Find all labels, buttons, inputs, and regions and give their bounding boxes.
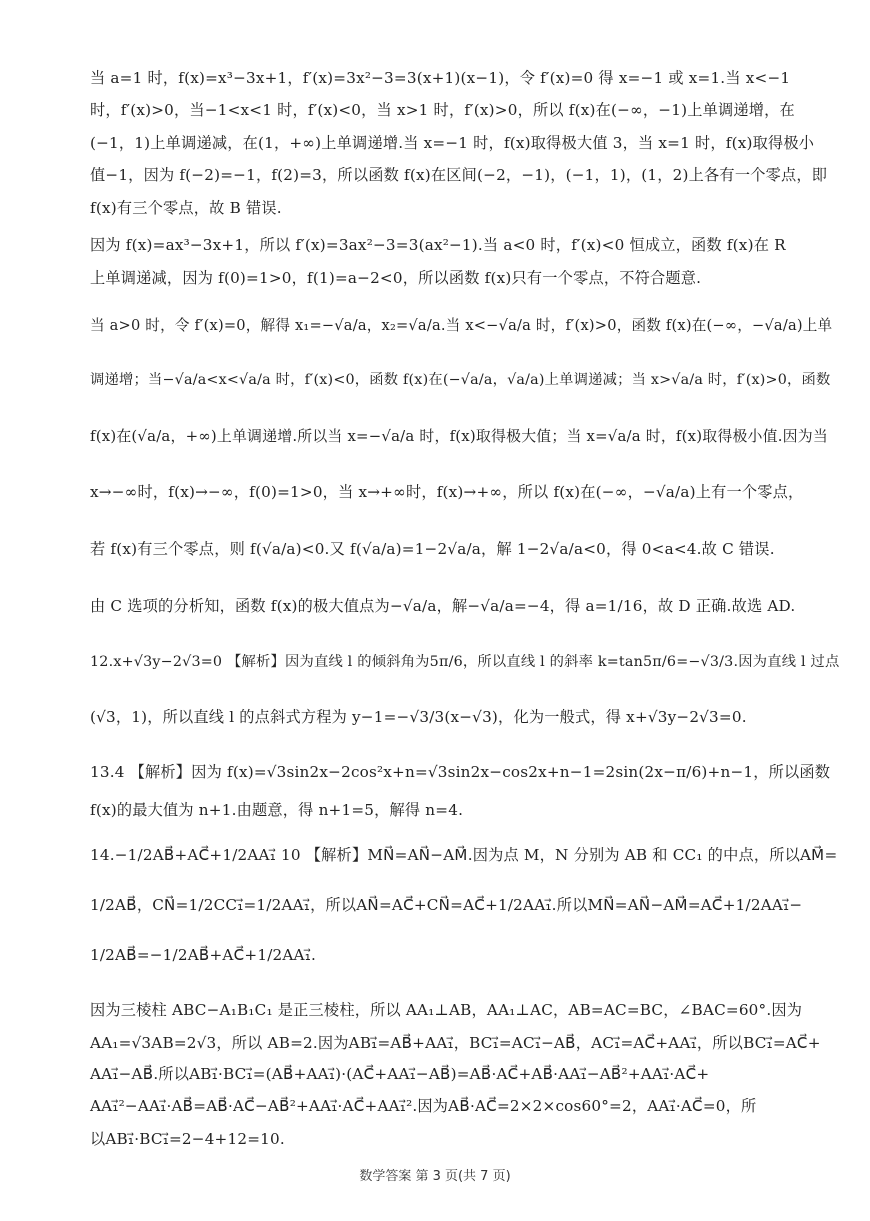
text-line: AA₁=√3AB=2√3，所以 AB=2.因为AB₁⃗=AB⃗+AA₁⃗，BC₁⃗=AC₁⃗−AB⃗，AC₁⃗=AC⃗+AA₁⃗，所以BC₁⃗=AC⃗+ — [90, 1034, 821, 1052]
text-line: 当 a=1 时，f(x)=x³−3x+1，f′(x)=3x²−3=3(x+1)(x−1)，令 f′(x)=0 得 x=−1 或 x=1.当 x<−1 — [90, 69, 791, 87]
text-line: f(x)的最大值为 n+1.由题意，得 n+1=5，解得 n=4. — [90, 801, 464, 819]
text-line: 当 a>0 时，令 f′(x)=0，解得 x₁=−√a/a，x₂=√a/a.当 x<−√a/a 时，f′(x)>0，函数 f(x)在(−∞，−√a/a)上单 — [90, 317, 833, 334]
text-line: 14.−1/2AB⃗+AC⃗+1/2AA₁⃗ 10 【解析】MN⃗=AN⃗−AM⃗.因为点 M，N 分别为 AB 和 CC₁ 的中点，所以AM⃗= — [90, 846, 838, 864]
text-line: 上单调递减，因为 f(0)=1>0，f(1)=a−2<0，所以函数 f(x)只有一个零点，不符合题意. — [90, 269, 702, 287]
text-line: x→−∞时，f(x)→−∞，f(0)=1>0，当 x→+∞时，f(x)→+∞，所以 f(x)在(−∞，−√a/a)上有一个零点， — [90, 483, 804, 501]
text-line: 因为 f(x)=ax³−3x+1，所以 f′(x)=3ax²−3=3(ax²−1).当 a<0 时，f′(x)<0 恒成立，函数 f(x)在 R — [90, 236, 786, 254]
text-line: 值−1，因为 f(−2)=−1，f(2)=3，所以函数 f(x)在区间(−2，−1)，(−1，1)，(1，2)上各有一个零点，即 — [90, 166, 828, 184]
text-line: 以AB₁⃗·BC₁⃗=2−4+12=10. — [90, 1130, 285, 1148]
text-line: 1/2AB⃗=−1/2AB⃗+AC⃗+1/2AA₁⃗. — [90, 946, 317, 964]
text-line: 13.4 【解析】因为 f(x)=√3sin2x−2cos²x+n=√3sin2x−cos2x+n−1=2sin(2x−π/6)+n−1，所以函数 — [90, 763, 831, 781]
text-line: (−1，1)上单调递减，在(1，+∞)上单调递增.当 x=−1 时，f(x)取得极大值 3，当 x=1 时，f(x)取得极小 — [90, 134, 815, 152]
text-line: 时，f′(x)>0，当−1<x<1 时，f′(x)<0，当 x>1 时，f′(x)>0，所以 f(x)在(−∞，−1)上单调递增，在 — [90, 101, 795, 119]
text-line: 因为三棱柱 ABC−A₁B₁C₁ 是正三棱柱，所以 AA₁⊥AB，AA₁⊥AC，AB=AC=BC，∠BAC=60°.因为 — [90, 1001, 803, 1019]
text-line: 12.x+√3y−2√3=0 【解析】因为直线 l 的倾斜角为5π/6，所以直线 l 的斜率 k=tan5π/6=−√3/3.因为直线 l 过点 — [90, 654, 840, 670]
page-footer: 数学答案 第 3 页(共 7 页) — [359, 1169, 511, 1184]
text-line: (√3，1)，所以直线 l 的点斜式方程为 y−1=−√3/3(x−√3)，化为一般式，得 x+√3y−2√3=0. — [90, 708, 747, 726]
text-line: AA₁⃗−AB⃗.所以AB₁⃗·BC₁⃗=(AB⃗+AA₁⃗)·(AC⃗+AA₁⃗−AB⃗)=AB⃗·AC⃗+AB⃗·AA₁⃗−AB⃗²+AA₁⃗·AC⃗+ — [90, 1065, 710, 1083]
text-line: f(x)有三个零点，故 B 错误. — [90, 199, 282, 217]
text-line: AA₁⃗²−AA₁⃗·AB⃗=AB⃗·AC⃗−AB⃗²+AA₁⃗·AC⃗+AA₁⃗².因为AB⃗·AC⃗=2×2×cos60°=2，AA₁⃗·AC⃗=0，所 — [90, 1097, 757, 1115]
text-line: 由 C 选项的分析知，函数 f(x)的极大值点为−√a/a，解−√a/a=−4，得 a=1/16，故 D 正确.故选 AD. — [90, 597, 796, 615]
text-line: f(x)在(√a/a，+∞)上单调递增.所以当 x=−√a/a 时，f(x)取得极大值；当 x=√a/a 时，f(x)取得极小值.因为当 — [90, 427, 828, 445]
text-line: 调递增；当−√a/a<x<√a/a 时，f′(x)<0，函数 f(x)在(−√a/a，√a/a)上单调递减；当 x>√a/a 时，f′(x)>0，函数 — [90, 372, 831, 388]
text-line: 若 f(x)有三个零点，则 f(√a/a)<0.又 f(√a/a)=1−2√a/a，解 1−2√a/a<0，得 0<a<4.故 C 错误. — [90, 540, 775, 558]
text-line: 1/2AB⃗，CN⃗=1/2CC₁⃗=1/2AA₁⃗，所以AN⃗=AC⃗+CN⃗=AC⃗+1/2AA₁⃗.所以MN⃗=AN⃗−AM⃗=AC⃗+1/2AA₁⃗− — [90, 896, 803, 914]
